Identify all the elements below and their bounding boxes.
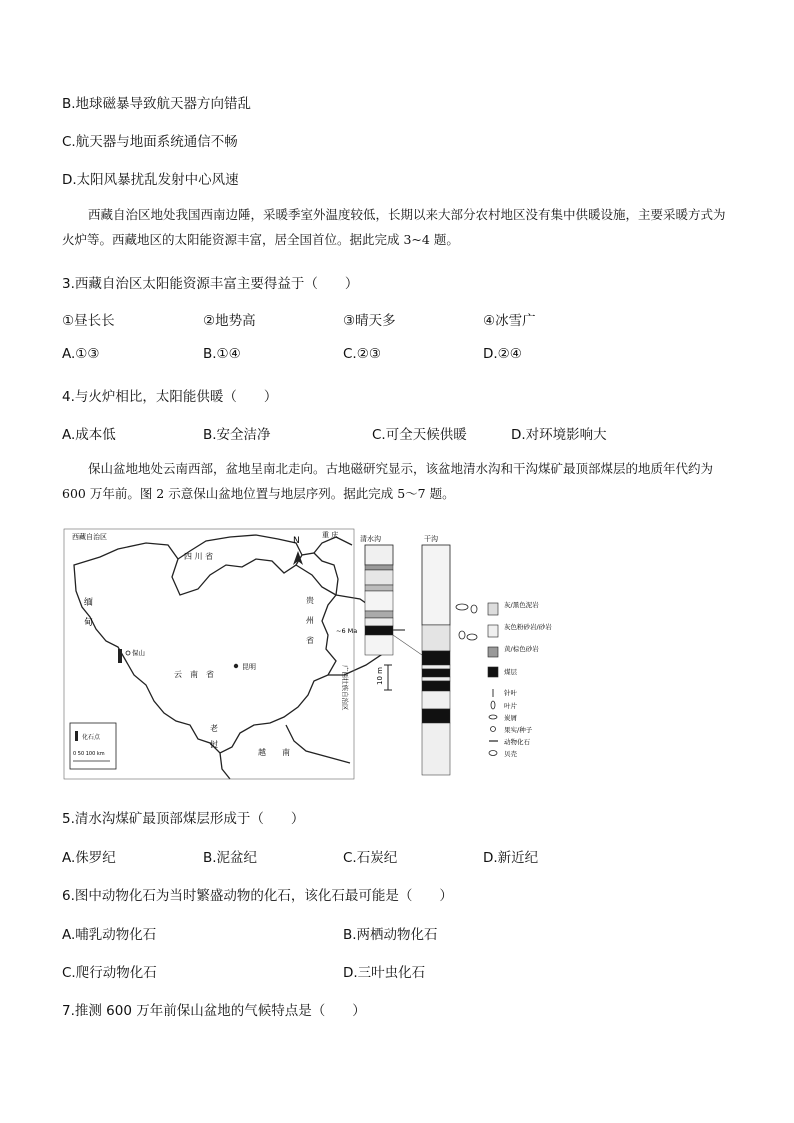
- label-scale-10m: 10 m: [376, 667, 384, 685]
- north-arrow-icon: [293, 536, 303, 565]
- strata-legend: [488, 600, 552, 758]
- q5-option-a: A.侏罗纪: [62, 850, 116, 866]
- q3-item: ①昼长长: [62, 313, 115, 329]
- q5-option-b: B.泥盆纪: [203, 850, 258, 866]
- q4-stem: 4.与火炉相比，太阳能供暖（ ）: [62, 389, 278, 405]
- leaf-icon: [491, 701, 495, 709]
- passage-baoshan: 保山盆地地处云南西部，盆地呈南北走向。古地磁研究显示，该盆地清水沟和干沟煤矿最顶部煤层的地质年代约为 600 万年前。图 2 示意保山盆地位置与地层序列。据此完成 5～7 题。: [62, 461, 714, 501]
- label-yunnan: 云 南 省: [174, 670, 214, 679]
- label-miandian-1: 缅: [84, 598, 94, 608]
- legend-animal-fossil: 动物化石: [504, 738, 530, 746]
- scale-bar: [384, 665, 392, 690]
- label-age: ~6 Ma: [336, 627, 358, 635]
- q3-item: ②地势高: [203, 313, 256, 329]
- q6-option-d: D.三叶虫化石: [343, 965, 426, 981]
- q2-option-b: B.地球磁暴导致航天器方向错乱: [62, 96, 252, 112]
- label-guizhou-2: 州: [306, 616, 314, 625]
- strata-column-gangou: [422, 545, 450, 775]
- fossil-point-icon: [118, 649, 130, 663]
- correlation-line: [393, 635, 422, 655]
- label-vietnam: 越 南: [258, 748, 290, 757]
- legend-mudstone: 灰/黑色泥岩: [504, 601, 539, 609]
- map-legend: [70, 723, 116, 769]
- q6-option-c: C.爬行动物化石: [62, 965, 157, 981]
- label-sichuan: 四 川 省: [184, 552, 214, 561]
- label-scale: 0 50 100 km: [73, 751, 105, 757]
- q4-option-c: C.可全天候供暖: [372, 427, 467, 443]
- q4-option-d: D.对环境影响大: [511, 427, 607, 443]
- q5-option-c: C.石炭纪: [343, 850, 398, 866]
- label-kunming: 昆明: [242, 663, 256, 671]
- legend-leaf: 叶片: [504, 702, 517, 710]
- label-chongqing: 重 庆: [322, 531, 339, 539]
- legend-sandstone: 黄/棕色砂岩: [504, 645, 539, 653]
- q3-option-c: C.②③: [343, 346, 381, 362]
- label-miandian-2: 甸: [84, 618, 94, 628]
- label-laos-1: 老: [210, 724, 218, 733]
- shell-icon: [489, 751, 497, 756]
- label-guangxi: 广西壮族自治区: [341, 665, 349, 711]
- label-guizhou-3: 省: [306, 636, 314, 645]
- q3-option-a: A.①③: [62, 346, 100, 362]
- label-north: N: [293, 536, 300, 546]
- fossil-symbols: [456, 604, 477, 640]
- passage-tibet: 西藏自治区地处我国西南边陲，采暖季室外温度较低，长期以来大部分农村地区没有集中供暖设施，主要采暖方式为火炉等。西藏地区的太阳能资源丰富，居全国首位。据此完成 3~4 题。: [62, 207, 726, 247]
- figure-map-strata: [60, 525, 570, 787]
- q6-option-a: A.哺乳动物化石: [62, 927, 157, 943]
- label-guizhou-1: 贵: [306, 596, 314, 605]
- q3-item: ③晴天多: [343, 313, 396, 329]
- q7-stem: 7.推测 600 万年前保山盆地的气候特点是（ ）: [62, 1003, 366, 1019]
- column-title-qingshuigou: 清水沟: [360, 535, 381, 543]
- q6-option-b: B.两栖动物化石: [343, 927, 438, 943]
- label-fossil-point: 化石点: [82, 734, 101, 741]
- label-baoshan: 保山: [132, 649, 145, 657]
- q2-option-c: C.航天器与地面系统通信不畅: [62, 134, 238, 150]
- kunming-dot-icon: [234, 664, 238, 668]
- legend-coal: 煤层: [504, 668, 517, 676]
- strata-column-qingshuigou: [365, 545, 393, 655]
- legend-needle: 针叶: [504, 689, 517, 697]
- legend-siltstone: 灰色粉砂岩/砂岩: [504, 623, 552, 631]
- label-laos-2: 挝: [210, 740, 218, 749]
- q3-stem: 3.西藏自治区太阳能资源丰富主要得益于（ ）: [62, 276, 359, 292]
- q4-option-a: A.成本低: [62, 427, 116, 443]
- legend-shell: 贝壳: [504, 750, 517, 758]
- seed-icon: [491, 727, 496, 732]
- legend-seed: 果实/种子: [504, 726, 533, 734]
- charcoal-icon: [489, 715, 497, 719]
- q5-option-d: D.新近纪: [483, 850, 539, 866]
- q3-item: ④冰雪广: [483, 313, 536, 329]
- label-xizang: 西藏自治区: [72, 533, 107, 541]
- q6-stem: 6.图中动物化石为当时繁盛动物的化石，该化石最可能是（ ）: [62, 888, 453, 904]
- legend-charcoal: 炭屑: [504, 714, 517, 722]
- q3-option-d: D.②④: [483, 346, 522, 362]
- q5-stem: 5.清水沟煤矿最顶部煤层形成于（ ）: [62, 811, 305, 827]
- q2-option-d: D.太阳风暴扰乱发射中心风速: [62, 172, 239, 188]
- q3-option-b: B.①④: [203, 346, 241, 362]
- q4-option-b: B.安全洁净: [203, 427, 271, 443]
- column-title-gangou: 干沟: [424, 535, 438, 543]
